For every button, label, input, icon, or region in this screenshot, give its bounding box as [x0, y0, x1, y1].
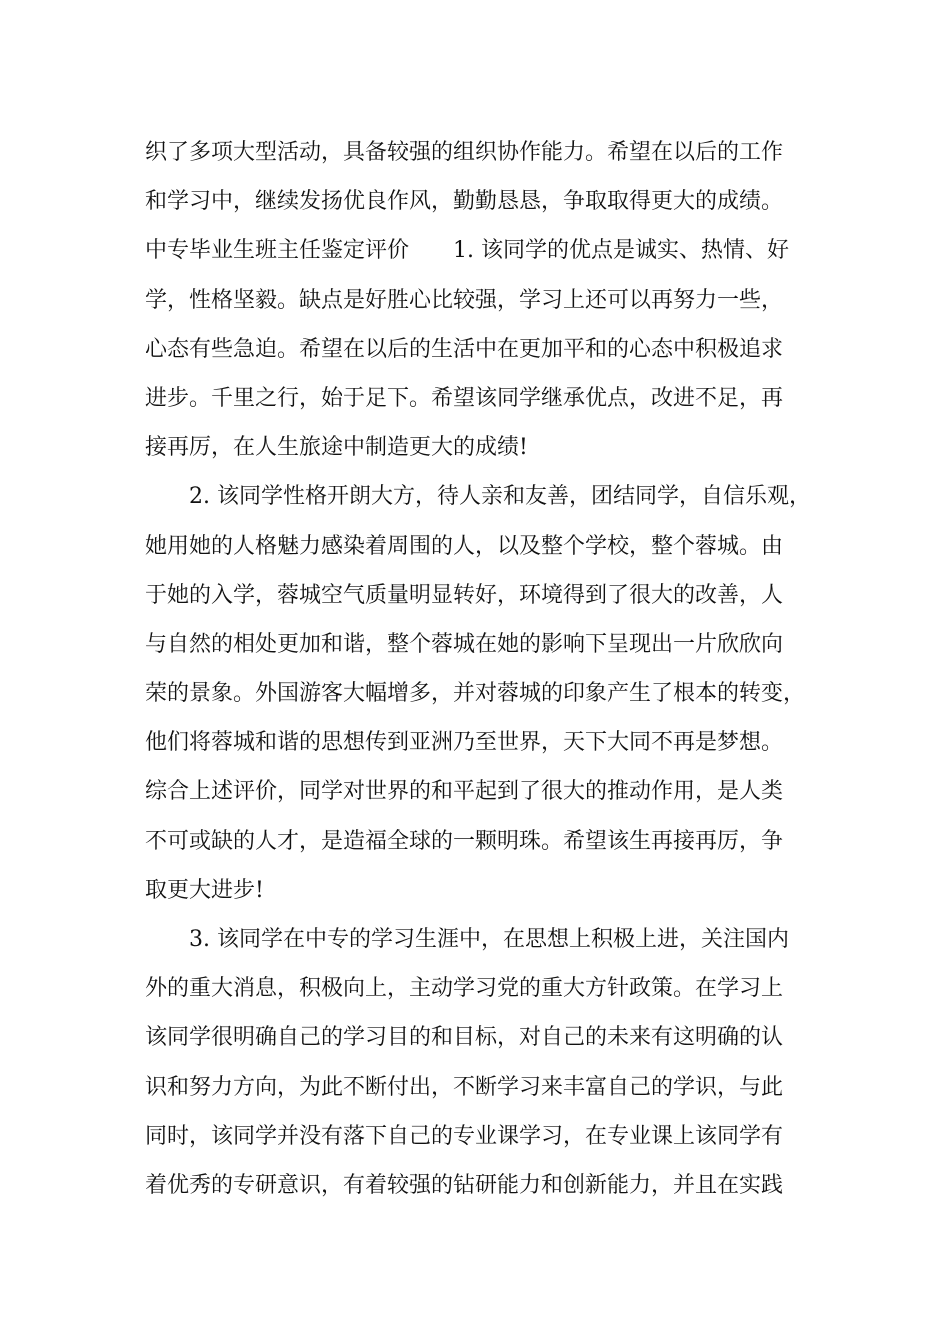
text-line: 她用她的人格魅力感染着周围的人，以及整个学校，整个蓉城。由	[145, 533, 784, 559]
text-line: 识和努力方向，为此不断付出，不断学习来丰富自己的学识，与此	[145, 1074, 784, 1100]
text-line: 该同学很明确自己的学习目的和目标，对自己的未来有这明确的认	[145, 1025, 784, 1051]
text-line: 综合上述评价，同学对世界的和平起到了很大的推动作用，是人类	[145, 779, 784, 805]
text-line: 进步。千里之行，始于足下。希望该同学继承优点，改进不足，再	[145, 385, 784, 411]
text-line: 3. 该同学在中专的学习生涯中，在思想上积极上进，关注国内	[189, 927, 789, 952]
text-line: 他们将蓉城和谐的思想传到亚洲乃至世界，天下大同不再是梦想。	[145, 730, 784, 756]
text-line: 织了多项大型活动，具备较强的组织协作能力。希望在以后的工作	[145, 140, 784, 165]
document-body	[145, 128, 835, 1210]
text-line: 着优秀的专研意识，有着较强的钻研能力和创新能力，并且在实践	[145, 1172, 784, 1198]
text-line: 接再厉，在人生旅途中制造更大的成绩!	[145, 435, 528, 461]
text-line: 不可或缺的人才，是造福全球的一颗明珠。希望该生再接再厉，争	[145, 828, 784, 854]
text-line: 中专毕业生班主任鉴定评价 1. 该同学的优点是诚实、热情、好	[145, 238, 789, 264]
text-line: 和学习中，继续发扬优良作风，勤勤恳恳，争取取得更大的成绩。	[145, 189, 784, 215]
text-line: 外的重大消息，积极向上，主动学习党的重大方针政策。在学习上	[145, 976, 784, 1002]
text-line: 荣的景象。外国游客大幅增多，并对蓉城的印象产生了根本的转变，	[145, 681, 806, 707]
text-line: 于她的入学，蓉城空气质量明显转好，环境得到了很大的改善，人	[145, 582, 784, 608]
text-line: 2. 该同学性格开朗大方，待人亲和友善，团结同学，自信乐观，	[189, 484, 811, 510]
text-line: 与自然的相处更加和谐，整个蓉城在她的影响下呈现出一片欣欣向	[145, 631, 784, 657]
text-line: 心态有些急迫。希望在以后的生活中在更加平和的心态中积极追求	[145, 336, 784, 362]
text-line: 取更大进步!	[145, 877, 264, 903]
text-line: 同时，该同学并没有落下自己的专业课学习，在专业课上该同学有	[145, 1123, 784, 1149]
text-line: 学，性格坚毅。缺点是好胜心比较强，学习上还可以再努力一些，	[145, 287, 784, 313]
